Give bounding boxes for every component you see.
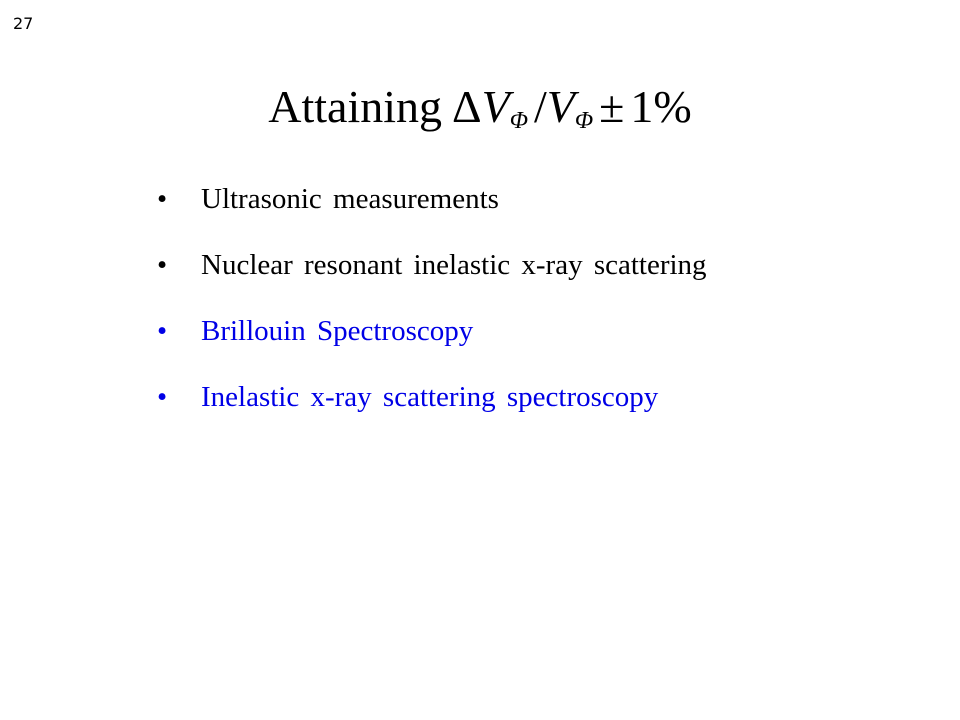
title-subscript-2: Φ (574, 108, 594, 134)
bullet-text: Ultrasonic measurements (201, 183, 499, 215)
bullet-item (157, 242, 707, 308)
bullet-marker: • (157, 381, 168, 413)
bullet-marker: • (157, 183, 168, 215)
bullet-text: Nuclear resonant inelastic x-ray scattering (201, 249, 707, 281)
title-velocity-2: V (546, 81, 575, 132)
bullet-text: Inelastic x-ray scattering spectroscopy (201, 381, 659, 413)
page-number: 27 (13, 14, 34, 33)
bullet-list (157, 176, 707, 440)
title-percent: 1% (630, 81, 692, 132)
title-prefix: Attaining (268, 81, 443, 132)
bullet-item (157, 374, 707, 440)
bullet-text: Brillouin Spectroscopy (201, 315, 474, 347)
bullet-item (157, 176, 707, 242)
title-velocity-1: V (481, 81, 510, 132)
bullet-marker: • (157, 315, 168, 347)
title-plus-minus: ± (599, 81, 625, 132)
title-subscript-1: Φ (509, 108, 528, 134)
bullet-marker: • (157, 249, 168, 281)
slide-title (0, 82, 960, 133)
bullet-item (157, 308, 707, 374)
title-delta-symbol: Δ (452, 81, 482, 132)
title-slash: / (534, 81, 547, 132)
